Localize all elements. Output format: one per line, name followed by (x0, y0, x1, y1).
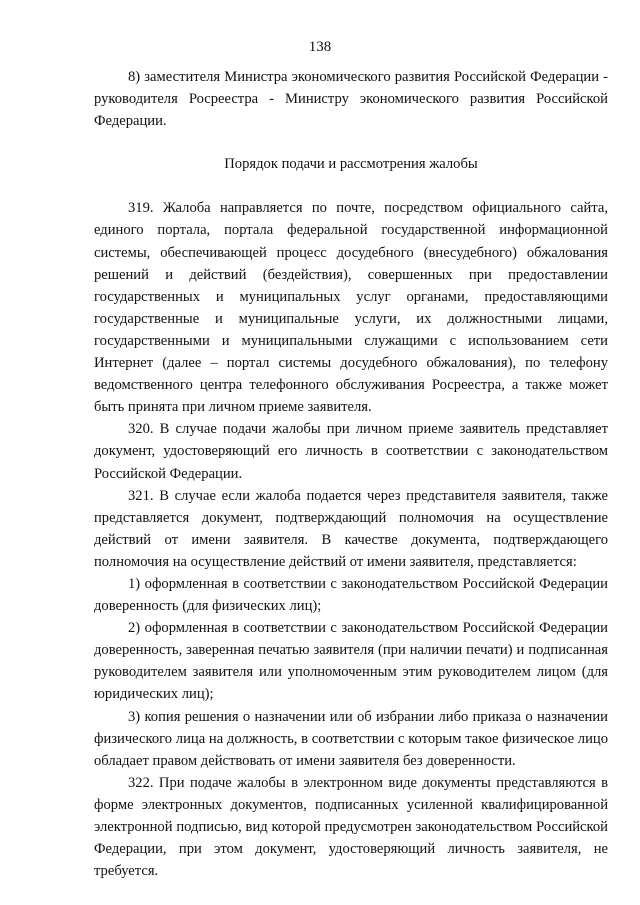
document-body (94, 66, 608, 882)
list-item-2: 2) оформленная в соответствии с законодательством Российской Федерации доверенность, заверенная печатью заявителя (при наличии печати) и подписанная руководителем заявителя или уполномоченным этим руководителем лицом (для юридических лиц); (94, 620, 608, 703)
paragraph-322: 322. При подаче жалобы в электронном виде документы представляются в форме электронных документов, подписанных усиленной квалифицированной электронной подписью, вид которой предусмотрен законодательством Российской Федерации, при этом документ, удостоверяющий личность заявителя, не требуется. (94, 774, 608, 880)
list-item-1: 1) оформленная в соответствии с законодательством Российской Федерации доверенность (для физических лиц); (94, 575, 608, 615)
paragraph-320: 320. В случае подачи жалобы при личном приеме заявитель представляет документ, удостоверяющий его личность в соответствии с законодательством Российской Федерации. (94, 421, 608, 482)
paragraph-321: 321. В случае если жалоба подается через представителя заявителя, также представляется документ, подтверждающий полномочия на осуществление действий от имени заявителя. В качестве документа, подтверждающего полномочия на осуществление действий от имени заявителя, представляется: (94, 487, 608, 570)
section-heading: Порядок подачи и рассмотрения жалобы (224, 156, 478, 173)
list-item-3: 3) копия решения о назначении или об избрании либо приказа о назначении физического лица на должность, в соответствии с которым такое физическое лицо обладает правом действовать от имени заявителя без доверенности. (94, 708, 608, 769)
list-item-8: 8) заместителя Министра экономического развития Российской Федерации - руководителя Росреестра - Министру экономического развития Российской Федерации. (94, 69, 608, 130)
paragraph-319: 319. Жалоба направляется по почте, посредством официального сайта, единого портала, портала федеральной государственной информационной системы, обеспечивающей процесс досудебного (внесудебного) обжалования решений и действий (бездействия), совершенных при предоставлении государственных и муниципальных услуг органами, предоставляющими государственные и муниципальные услуги, их должностными лицами, государственными и муниципальными служащими с использованием сети Интернет (далее – портал системы досудебного обжалования), по телефону ведомственного центра телефонного обслуживания Росреестра, а также может быть принята при личном приеме заявителя. (94, 200, 608, 416)
page-number: 138 (308, 39, 332, 55)
